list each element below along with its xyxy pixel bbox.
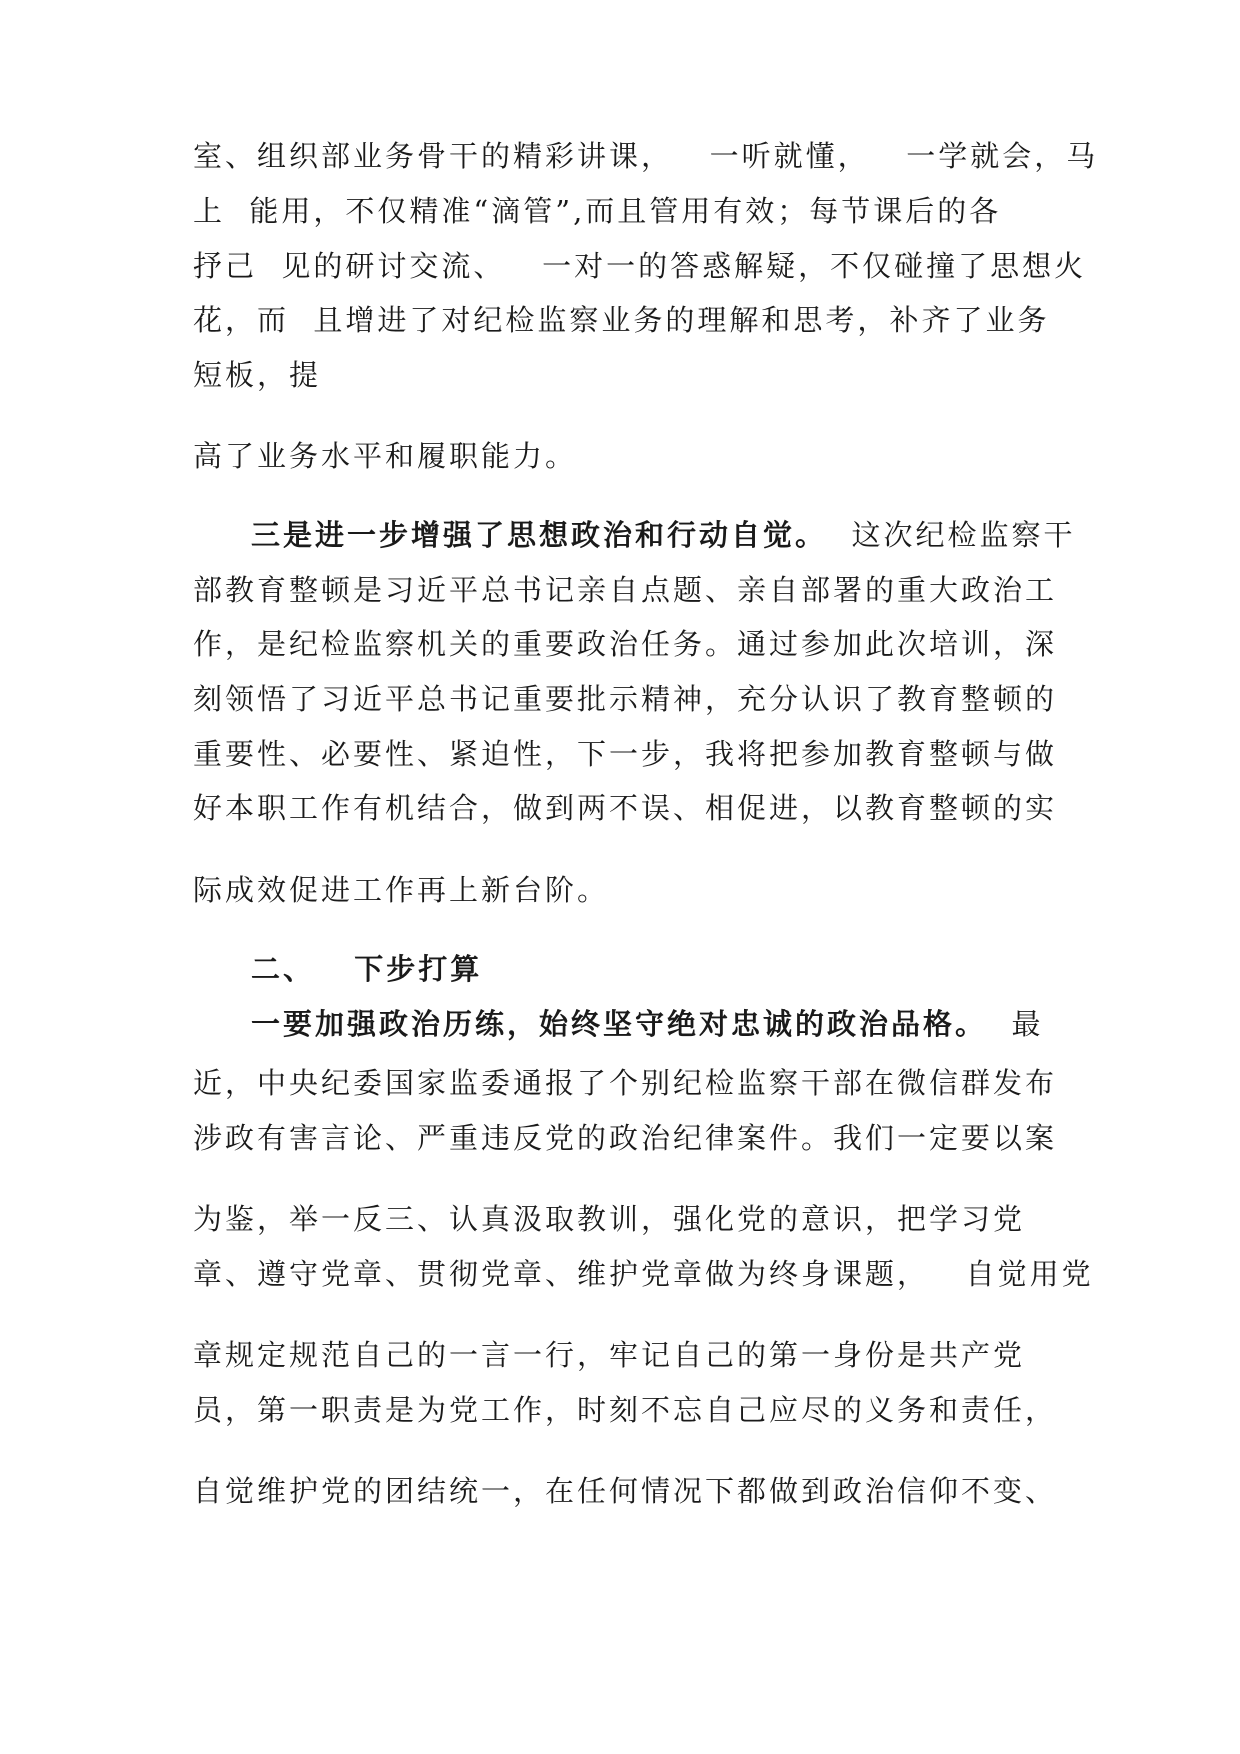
paragraph-three-first-line <box>251 516 1075 554</box>
text-line: 际成效促进工作再上新台阶。 <box>193 873 610 907</box>
text-line: 自觉维护党的团结统一，在任何情况下都做到政治信仰不变、 <box>193 1474 1058 1508</box>
text-line: 章、遵守党章、贯彻党章、维护党章做为终身课题， 自觉用党 <box>193 1257 1094 1291</box>
text-line: 高了业务水平和履职能力。 <box>193 439 578 473</box>
text-line: 抒己 见的研讨交流、 一对一的答惑解疑，不仅碰撞了思想火 <box>193 249 1087 283</box>
paragraph-lead-rest: 这次纪检监察干 <box>827 518 1076 552</box>
text-line: 室、组织部业务骨干的精彩讲课， 一听就懂， 一学就会，马 <box>193 139 1099 173</box>
paragraph-lead-bold: 三是进一步增强了思想政治和行动自觉。 <box>251 518 828 552</box>
text-line: 为鉴，举一反三、认真汲取教训，强化党的意识，把学习党 <box>193 1202 1026 1236</box>
text-line: 好本职工作有机结合，做到两不误、相促进，以教育整顿的实 <box>193 791 1058 825</box>
text-line: 涉政有害言论、严重违反党的政治纪律案件。我们一定要以案 <box>193 1121 1058 1155</box>
paragraph-four-first-line <box>251 1005 1043 1043</box>
text-line: 员，第一职责是为党工作，时刻不忘自己应尽的义务和责任， <box>193 1393 1058 1427</box>
text-line: 上 能用，不仅精准“滴管”,而且管用有效；每节课后的各 <box>193 194 1002 228</box>
text-line: 重要性、必要性、紧迫性，下一步，我将把参加教育整顿与做 <box>193 737 1058 771</box>
section-heading: 二、 下步打算 <box>251 952 483 986</box>
text-line: 花，而 且增进了对纪检监察业务的理解和思考，补齐了业务 <box>193 303 1050 337</box>
paragraph-lead-rest: 最 <box>987 1007 1044 1041</box>
text-line: 部教育整顿是习近平总书记亲自点题、亲自部署的重大政治工 <box>193 573 1058 607</box>
paragraph-lead-bold: 一要加强政治历练，始终坚守绝对忠诚的政治品格。 <box>251 1007 988 1041</box>
text-line: 短板，提 <box>193 358 322 392</box>
text-line: 刻领悟了习近平总书记重要批示精神，充分认识了教育整顿的 <box>193 682 1058 716</box>
text-line: 近，中央纪委国家监委通报了个别纪检监察干部在微信群发布 <box>193 1066 1058 1100</box>
text-line: 章规定规范自己的一言一行，牢记自己的第一身份是共产党 <box>193 1338 1026 1372</box>
text-line: 作，是纪检监察机关的重要政治任务。通过参加此次培训，深 <box>193 627 1058 661</box>
